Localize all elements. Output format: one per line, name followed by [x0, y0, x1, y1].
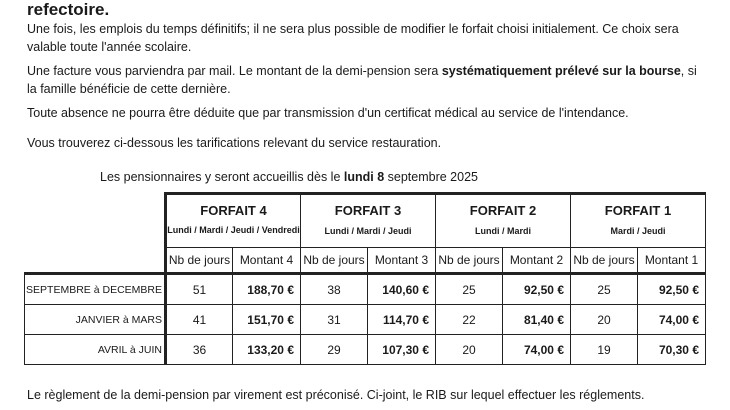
payment-note: Le règlement de la demi-pension par virement est préconisé. Ci-joint, le RIB sur lequel effectuer les réglements. [27, 388, 645, 402]
forfait-1-header [571, 194, 706, 248]
cell-montant: 151,70 € [233, 305, 301, 335]
cell-montant: 107,30 € [368, 335, 436, 365]
row-label: JANVIER à MARS [25, 305, 166, 335]
cell-nb-jours: 22 [436, 305, 503, 335]
forfait-3-title: FORFAIT 3 [334, 203, 402, 218]
cell-nb-jours: 38 [301, 274, 368, 305]
paragraph-tarifs: Vous trouverez ci-dessous les tarifications relevant du service restauration. [27, 136, 442, 150]
tarif-table [24, 192, 706, 365]
forfait-4-title: FORFAIT 4 [200, 203, 267, 218]
table-corner-sub [25, 248, 166, 274]
row-label: SEPTEMBRE à DECEMBRE [25, 274, 166, 305]
cell-nb-jours: 41 [166, 305, 233, 335]
cell-nb-jours: 20 [436, 335, 503, 365]
forfait-3-days: Lundi / Mardi / Jeudi [324, 226, 412, 236]
forfait-4-header [166, 194, 301, 248]
cell-nb-jours: 20 [571, 305, 638, 335]
column-header-montant: Montant 4 [233, 248, 301, 274]
cell-nb-jours: 36 [166, 335, 233, 365]
paragraph-timetable: Une fois, les emplois du temps définitifs; il ne sera plus possible de modifier le forfait choisi initialement. Ce choix sera valable toute l'année scolaire. [27, 22, 679, 54]
cell-montant: 74,00 € [503, 335, 571, 365]
boarders-intro-end: septembre 2025 [384, 170, 478, 184]
forfait-2-days: Lundi / Mardi [475, 226, 531, 236]
boarders-intro [100, 169, 478, 185]
forfait-1-title: FORFAIT 1 [604, 203, 672, 218]
column-header-nb: Nb de jours [166, 248, 233, 274]
cell-nb-jours: 29 [301, 335, 368, 365]
cell-montant: 81,40 € [503, 305, 571, 335]
cell-montant: 114,70 € [368, 305, 436, 335]
table-row [25, 274, 706, 305]
cell-montant: 92,50 € [638, 274, 706, 305]
column-header-nb: Nb de jours [571, 248, 638, 274]
boarders-intro-start: Les pensionnaires y seront accueillis dès le [100, 170, 344, 184]
column-header-montant: Montant 1 [638, 248, 706, 274]
table-corner [25, 194, 166, 248]
cell-nb-jours: 31 [301, 305, 368, 335]
page-heading: refectoire. [27, 0, 110, 19]
row-label: AVRIL à JUIN [25, 335, 166, 365]
cell-nb-jours: 25 [571, 274, 638, 305]
cell-montant: 70,30 € [638, 335, 706, 365]
column-header-montant: Montant 3 [368, 248, 436, 274]
boarders-intro-date: lundi 8 [343, 170, 385, 184]
paragraph-absence: Toute absence ne pourra être déduite que par transmission d'un certificat médical au service de l'intendance. [27, 106, 629, 120]
cell-nb-jours: 19 [571, 335, 638, 365]
cell-montant: 92,50 € [503, 274, 571, 305]
column-header-montant: Montant 2 [503, 248, 571, 274]
column-header-nb: Nb de jours [436, 248, 503, 274]
forfait-2-header [436, 194, 571, 248]
cell-nb-jours: 51 [166, 274, 233, 305]
forfait-2-title: FORFAIT 2 [469, 203, 537, 218]
cell-montant: 74,00 € [638, 305, 706, 335]
paragraph-invoice-start: Une facture vous parviendra par mail. Le montant de la demi-pension sera [27, 64, 442, 78]
table-row [25, 305, 706, 335]
cell-nb-jours: 25 [436, 274, 503, 305]
column-header-nb: Nb de jours [301, 248, 368, 274]
table-row [25, 335, 706, 365]
cell-montant: 133,20 € [233, 335, 301, 365]
forfait-4-days: Lundi / Mardi / Jeudi / Vendredi [167, 225, 300, 235]
cell-montant: 188,70 € [233, 274, 301, 305]
forfait-1-days: Mardi / Jeudi [610, 226, 666, 236]
cell-montant: 140,60 € [368, 274, 436, 305]
forfait-3-header [301, 194, 436, 248]
paragraph-invoice-end: , si la famille bénéficie de cette dernière. [27, 64, 697, 96]
paragraph-invoice-bold: systématiquement prélevé sur la bourse [441, 64, 681, 78]
paragraph-invoice [27, 62, 707, 98]
